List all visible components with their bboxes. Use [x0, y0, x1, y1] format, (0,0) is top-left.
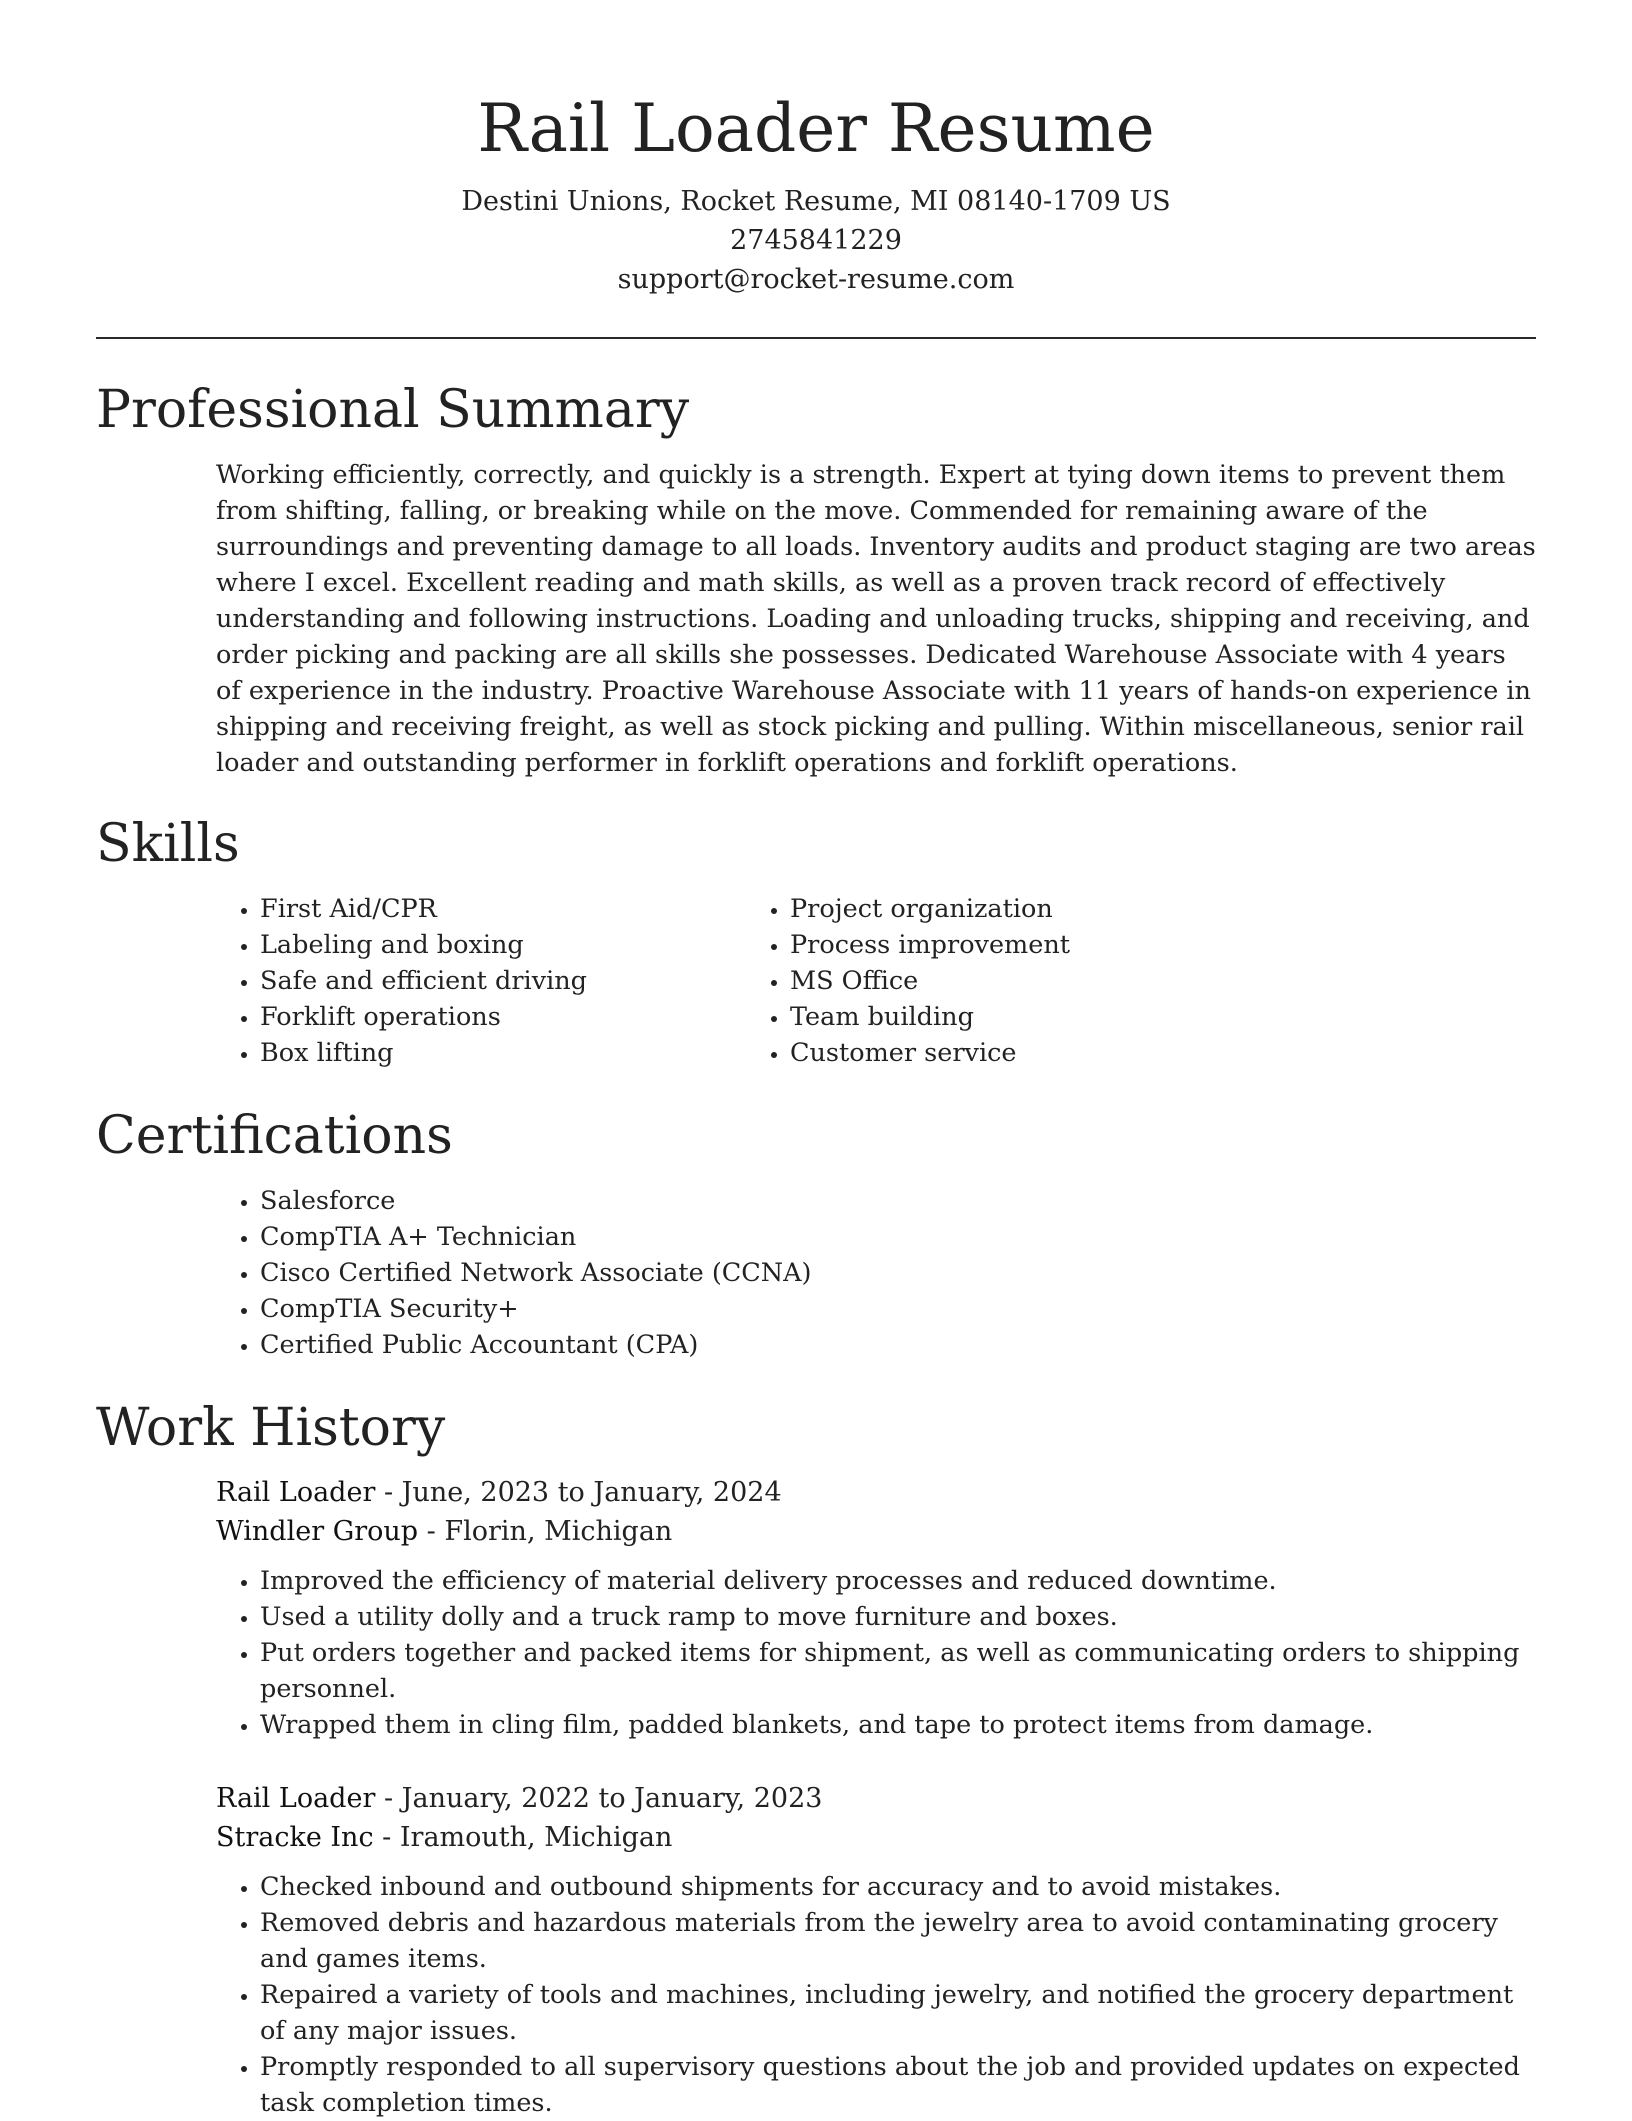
job-entry	[216, 1779, 1536, 2121]
job-company: Stracke Inc	[216, 1822, 374, 1853]
work-history-heading: Work History	[96, 1398, 446, 1458]
skills-column-left	[96, 891, 746, 1071]
duty-item: • Wrapped them in cling film, padded blankets, and tape to protect items from damage.	[260, 1707, 1536, 1743]
skill-item: • First Aid/CPR	[260, 891, 746, 927]
address: Destini Unions, Rocket Resume, MI 08140-1709 US	[461, 186, 1171, 217]
skill-item: • Box lifting	[260, 1035, 746, 1071]
job-position: Rail Loader	[216, 1783, 376, 1814]
certifications-list	[96, 1183, 1536, 1363]
job-duties	[216, 1869, 1536, 2121]
skill-item: • Customer service	[790, 1035, 1368, 1071]
header-divider	[96, 337, 1536, 339]
job-location: Iramouth, Michigan	[399, 1822, 673, 1853]
certification-item: • CompTIA Security+	[260, 1291, 1536, 1327]
resume-title: Rail Loader Resume	[477, 90, 1155, 167]
duty-item: • Removed debris and hazardous materials from the jewelry area to avoid contaminating grocery and games items.	[260, 1905, 1536, 1977]
certification-item: • Cisco Certified Network Associate (CCNA)	[260, 1255, 1536, 1291]
duty-item: • Checked inbound and outbound shipments for accuracy and to avoid mistakes.	[260, 1869, 1536, 1905]
duty-item: • Promptly responded to all supervisory questions about the job and provided updates on expected task completion times.	[260, 2049, 1536, 2121]
skills-heading: Skills	[96, 814, 240, 874]
job-company-line: Stracke Inc - Iramouth, Michigan	[216, 1822, 673, 1853]
phone: 2745841229	[730, 225, 902, 256]
duty-item: • Repaired a variety of tools and machines, including jewelry, and notified the grocery department of any major issues.	[260, 1977, 1536, 2049]
job-position-line: Rail Loader - June, 2023 to January, 2024	[216, 1477, 782, 1508]
job-dates: January, 2022 to January, 2023	[401, 1783, 823, 1814]
certification-item: • Certified Public Accountant (CPA)	[260, 1327, 1536, 1363]
duty-item: • Used a utility dolly and a truck ramp to move furniture and boxes.	[260, 1599, 1536, 1635]
contact-info	[96, 182, 1536, 299]
summary-heading: Professional Summary	[96, 380, 690, 440]
skill-item: • Safe and efficient driving	[260, 963, 746, 999]
skill-item: • Process improvement	[790, 927, 1368, 963]
job-duties	[216, 1563, 1536, 1743]
certification-item: • Salesforce	[260, 1183, 1536, 1219]
job-company: Windler Group	[216, 1516, 419, 1547]
certification-item: • CompTIA A+ Technician	[260, 1219, 1536, 1255]
job-entry	[216, 1473, 1536, 1743]
skill-item: • MS Office	[790, 963, 1368, 999]
job-position: Rail Loader	[216, 1477, 376, 1508]
job-position-line: Rail Loader - January, 2022 to January, 2023	[216, 1783, 823, 1814]
job-company-line: Windler Group - Florin, Michigan	[216, 1516, 673, 1547]
email: support@rocket-resume.com	[617, 264, 1015, 295]
certifications-heading: Certifications	[96, 1106, 453, 1166]
skills-column-right	[768, 891, 1368, 1071]
duty-item: • Put orders together and packed items for shipment, as well as communicating orders to shipping personnel.	[260, 1635, 1536, 1707]
skill-item: • Labeling and boxing	[260, 927, 746, 963]
job-location: Florin, Michigan	[444, 1516, 673, 1547]
skill-item: • Team building	[790, 999, 1368, 1035]
skills-list	[96, 891, 1536, 1071]
resume-page	[96, 0, 1536, 2121]
job-dates: June, 2023 to January, 2024	[401, 1477, 782, 1508]
resume-header	[96, 0, 1536, 299]
summary-text: Working efficiently, correctly, and quickly is a strength. Expert at tying down items to prevent them from shifting, falling, or breaking while on the move. Commended for remaining aware of the surroundings and preventing damage to all loads. Inventory audits and product staging are two areas where I excel. Excellent reading and math skills, as well as a proven track record of effectively understanding and following instructions. Loading and unloading trucks, shipping and receiving, and order picking and packing are all skills she possesses. Dedicated Warehouse Associate with 4 years of experience in the industry. Proactive Warehouse Associate with 11 years of hands-on experience in shipping and receiving freight, as well as stock picking and pulling. Within miscellaneous, senior rail loader and outstanding performer in forklift operations and forklift operations.	[216, 460, 1536, 778]
skill-item: • Project organization	[790, 891, 1368, 927]
skill-item: • Forklift operations	[260, 999, 746, 1035]
duty-item: • Improved the efficiency of material delivery processes and reduced downtime.	[260, 1563, 1536, 1599]
